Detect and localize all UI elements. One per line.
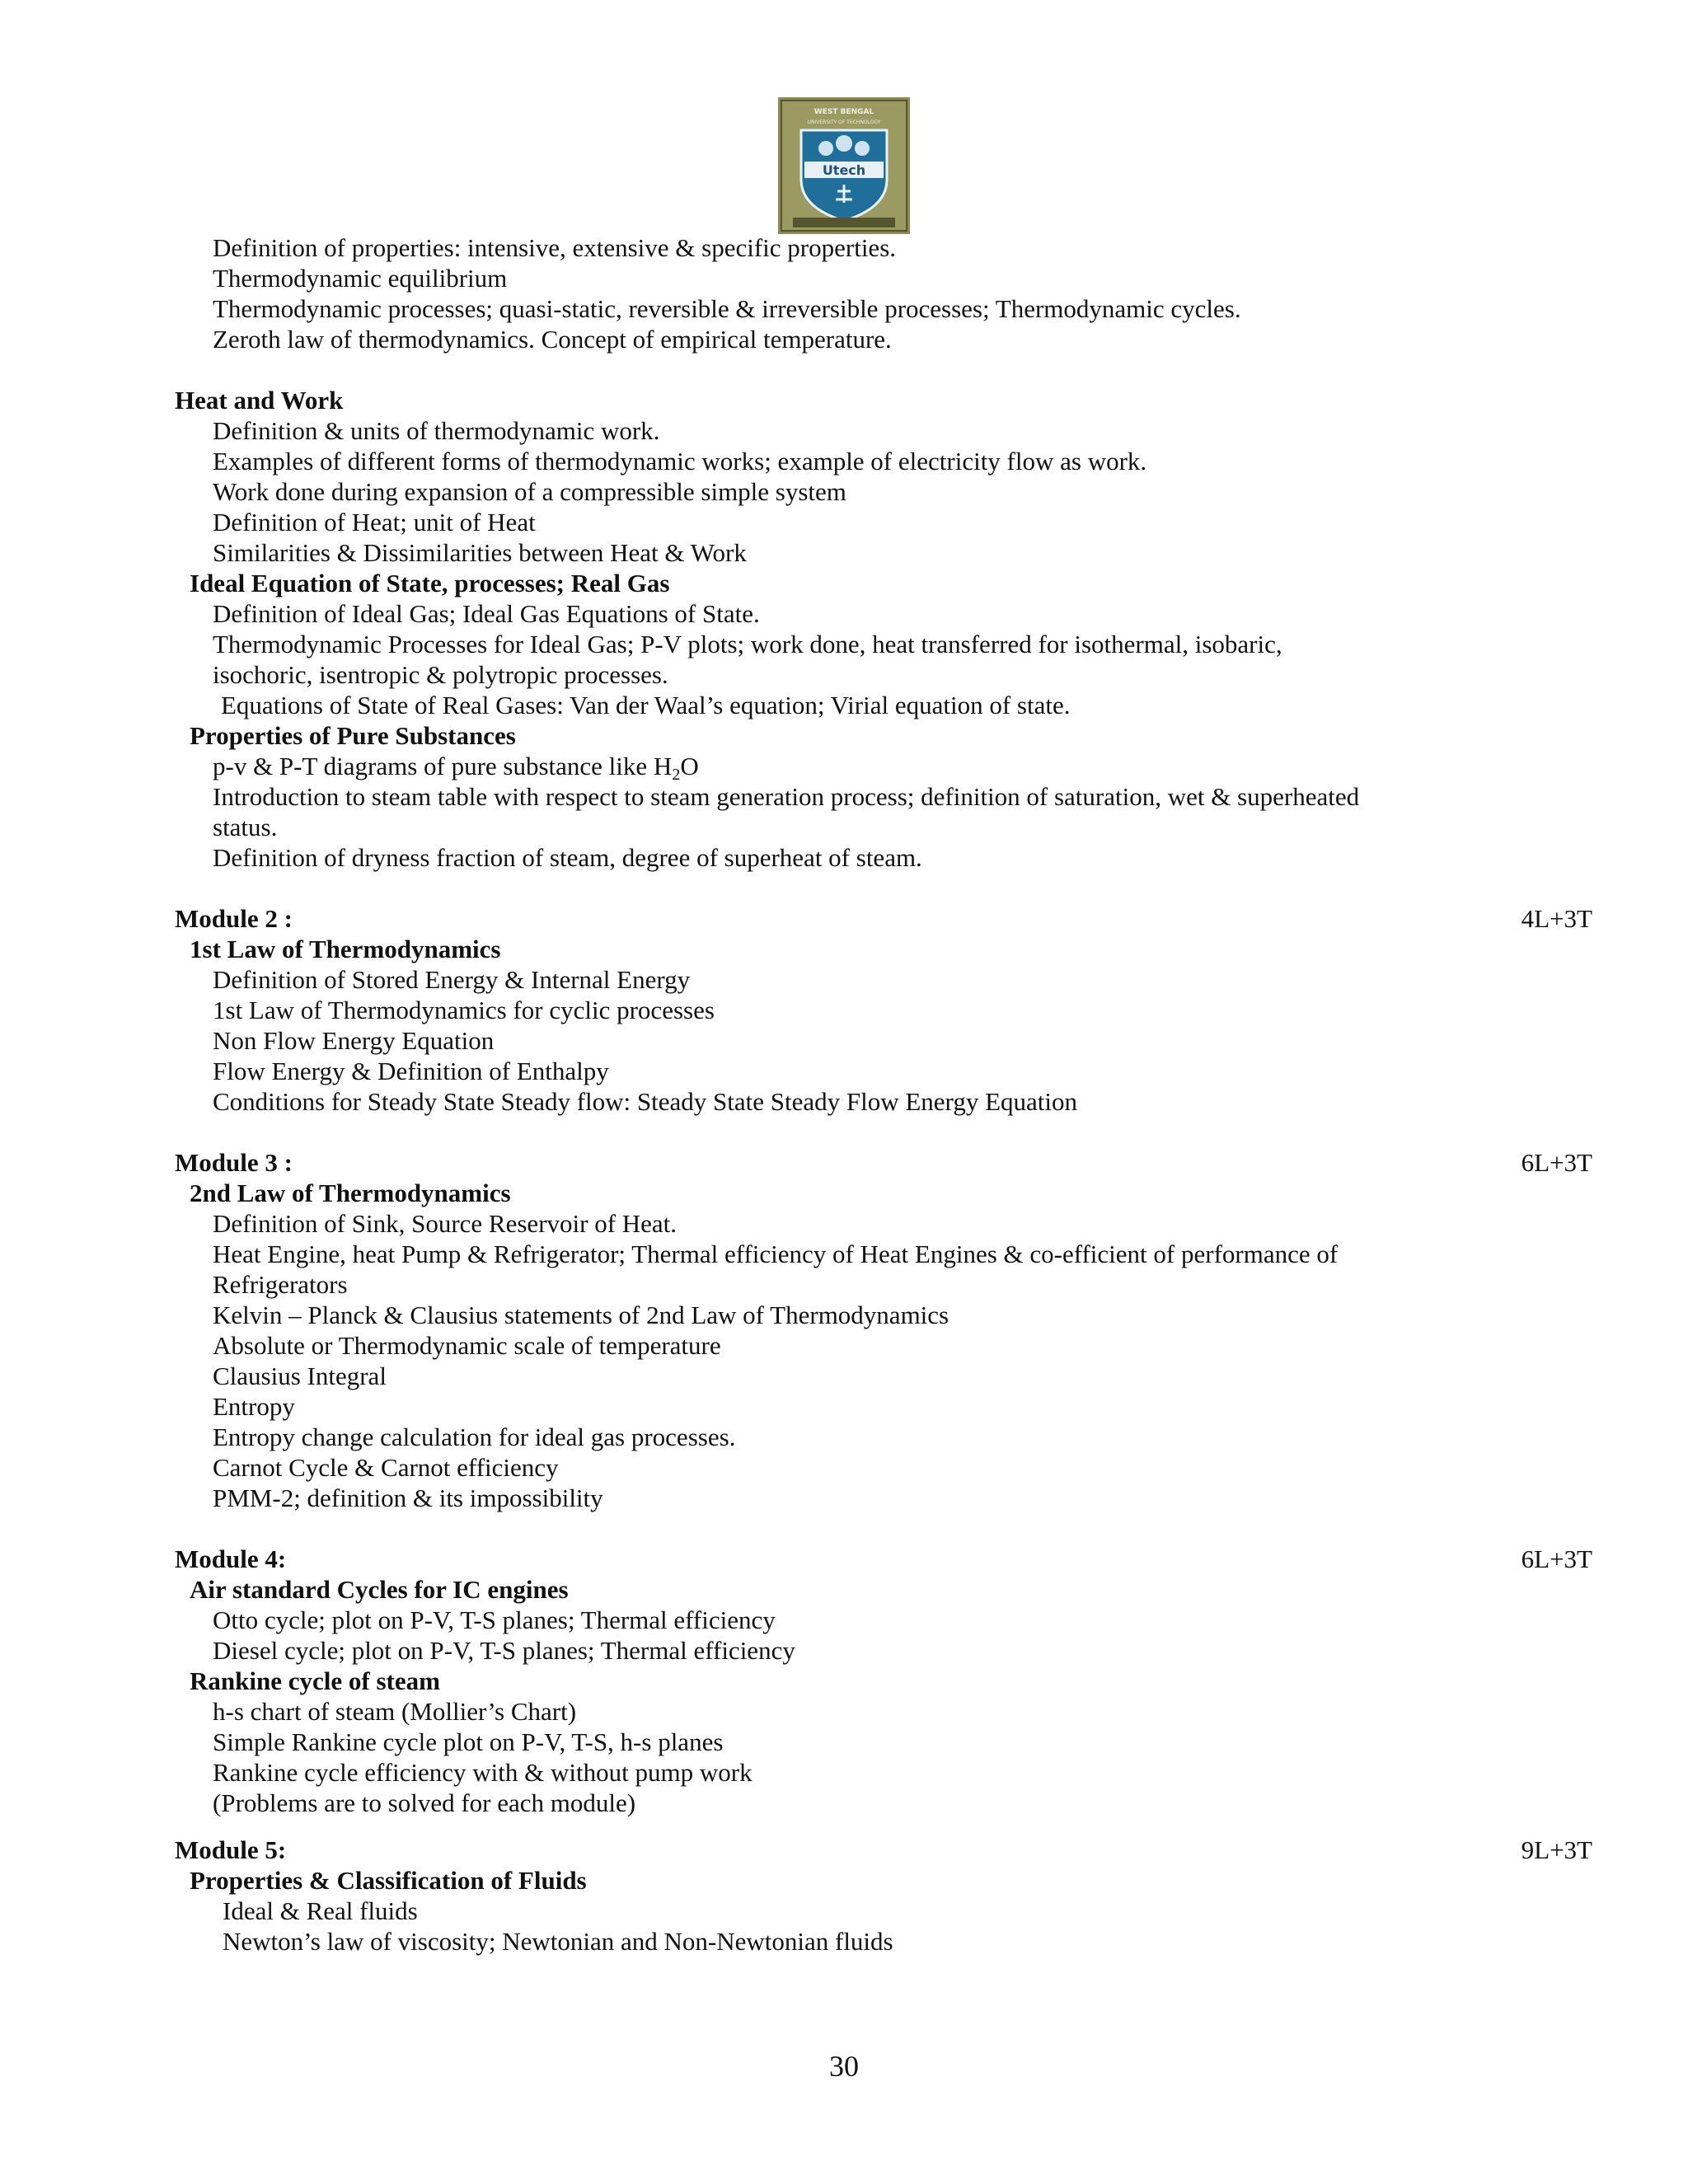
- list-item: Simple Rankine cycle plot on P-V, T-S, h-s planes: [213, 1727, 724, 1756]
- module-2-header: [175, 903, 1592, 934]
- list-item: Carnot Cycle & Carnot efficiency: [213, 1453, 559, 1482]
- list-item: Examples of different forms of thermodynamic works; example of electricity flow as work.: [213, 447, 1147, 476]
- svg-text:Utech: Utech: [822, 162, 866, 178]
- page-number: 30: [829, 2050, 859, 2083]
- list-item: Refrigerators: [213, 1270, 348, 1299]
- module-label: Module 2 :: [175, 904, 293, 933]
- list-item: Definition of Heat; unit of Heat: [213, 508, 536, 537]
- list-item: Diesel cycle; plot on P-V, T-S planes; Thermal efficiency: [213, 1636, 795, 1665]
- list-item: status.: [213, 813, 278, 841]
- svg-text:WEST BENGAL: WEST BENGAL: [814, 108, 874, 116]
- list-item: Definition & units of thermodynamic work.: [213, 416, 660, 445]
- list-item: Otto cycle; plot on P-V, T-S planes; Thermal efficiency: [213, 1605, 776, 1634]
- syllabus-content: [175, 232, 1592, 1957]
- module-3-header: [175, 1147, 1592, 1178]
- list-item: Rankine cycle efficiency with & without pump work: [213, 1758, 753, 1787]
- module-hours: 6L+3T: [1521, 1544, 1592, 1573]
- intro-line: Thermodynamic equilibrium: [213, 264, 508, 293]
- list-item: Equations of State of Real Gases: Van der Waal’s equation; Virial equation of state.: [221, 691, 1071, 719]
- module-hours: 4L+3T: [1521, 904, 1592, 933]
- heat-work-heading: Heat and Work: [175, 386, 344, 415]
- list-item: Ideal & Real fluids: [223, 1896, 418, 1925]
- list-item: Work done during expansion of a compressible simple system: [213, 477, 846, 506]
- list-item: h-s chart of steam (Mollier’s Chart): [213, 1697, 577, 1726]
- module-title: 2nd Law of Thermodynamics: [190, 1179, 511, 1207]
- module-title: Air standard Cycles for IC engines: [190, 1575, 569, 1604]
- list-item: Similarities & Dissimilarities between Heat & Work: [213, 538, 747, 567]
- list-item: Newton’s law of viscosity; Newtonian and Non-Newtonian fluids: [223, 1927, 893, 1956]
- intro-line: Thermodynamic processes; quasi-static, reversible & irreversible processes; Thermodynamic cycles.: [213, 294, 1241, 323]
- list-item: Kelvin – Planck & Clausius statements of 2nd Law of Thermodynamics: [213, 1301, 950, 1329]
- intro-line: Definition of properties: intensive, extensive & specific properties.: [213, 233, 897, 262]
- pure-substances-heading: Properties of Pure Substances: [190, 721, 516, 750]
- ideal-gas-heading: Ideal Equation of State, processes; Real Gas: [190, 569, 670, 598]
- module-label: Module 4:: [175, 1544, 287, 1573]
- module-4-header: [175, 1544, 1592, 1574]
- list-item: Flow Energy & Definition of Enthalpy: [213, 1057, 609, 1085]
- module-hours: 6L+3T: [1521, 1148, 1592, 1177]
- module-5-header: [175, 1835, 1592, 1865]
- list-item: Absolute or Thermodynamic scale of temperature: [213, 1331, 721, 1360]
- list-item: 1st Law of Thermodynamics for cyclic processes: [213, 996, 715, 1024]
- list-item: isochoric, isentropic & polytropic processes.: [213, 660, 668, 689]
- list-item: PMM-2; definition & its impossibility: [213, 1483, 603, 1512]
- list-item: (Problems are to solved for each module): [213, 1788, 636, 1817]
- university-logo: [778, 97, 910, 234]
- module-title: Properties & Classification of Fluids: [190, 1866, 587, 1895]
- list-item: Heat Engine, heat Pump & Refrigerator; Thermal efficiency of Heat Engines & co-efficient of performance of: [213, 1240, 1339, 1268]
- list-item: Entropy: [213, 1392, 295, 1421]
- list-item: Non Flow Energy Equation: [213, 1026, 495, 1055]
- list-item: Thermodynamic Processes for Ideal Gas; P-V plots; work done, heat transferred for isothermal, isobaric,: [213, 630, 1282, 658]
- list-item: Conditions for Steady State Steady flow: Steady State Steady Flow Energy Equation: [213, 1087, 1077, 1116]
- intro-line: Zeroth law of thermodynamics. Concept of empirical temperature.: [213, 325, 892, 354]
- list-item: Definition of dryness fraction of steam, degree of superheat of steam.: [213, 843, 922, 872]
- module-title: 1st Law of Thermodynamics: [190, 935, 501, 963]
- list-item: Introduction to steam table with respect to steam generation process; definition of saturation, wet & superheated: [213, 782, 1360, 811]
- module-hours: 9L+3T: [1521, 1835, 1592, 1864]
- module-subtitle: Rankine cycle of steam: [190, 1666, 440, 1695]
- list-item: Definition of Ideal Gas; Ideal Gas Equations of State.: [213, 599, 760, 628]
- list-item: Clausius Integral: [213, 1361, 387, 1390]
- list-item: Definition of Sink, Source Reservoir of Heat.: [213, 1209, 678, 1238]
- list-item: Definition of Stored Energy & Internal Energy: [213, 965, 691, 994]
- module-label: Module 5:: [175, 1835, 287, 1864]
- list-item: Entropy change calculation for ideal gas processes.: [213, 1422, 736, 1451]
- module-label: Module 3 :: [175, 1148, 293, 1177]
- list-item: p-v & P-T diagrams of pure substance like $H_2O$: [213, 752, 699, 784]
- svg-text:UNIVERSITY OF TECHNOLOGY: UNIVERSITY OF TECHNOLOGY: [807, 120, 881, 125]
